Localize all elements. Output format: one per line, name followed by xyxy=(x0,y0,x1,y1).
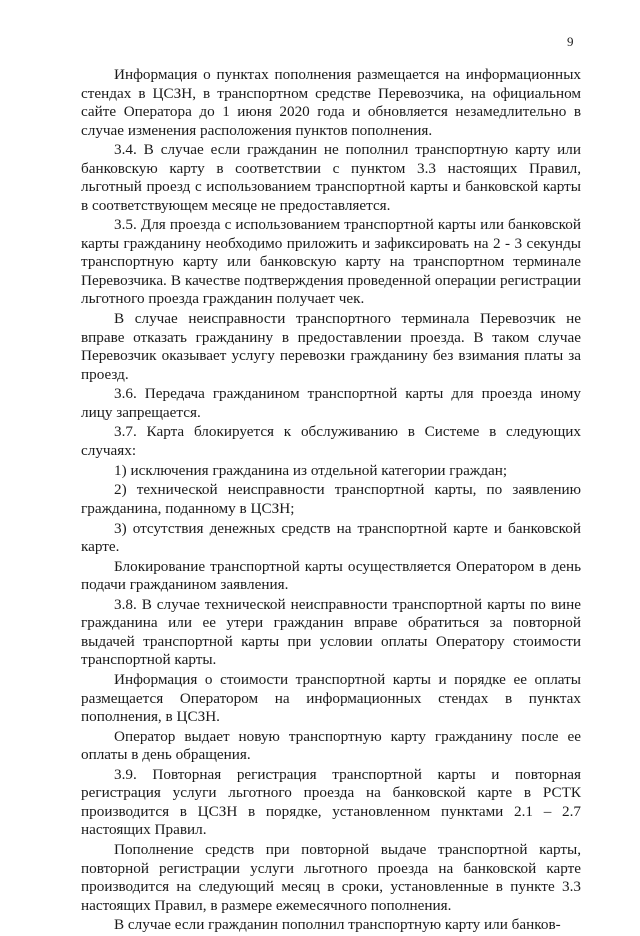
paragraph-info-points: Информация о пунктах пополнения размещается на информационных стендах в ЦСЗН, в транспортном средстве Перевозчика, на официальном сайте Оператора до 1 июня 2020 года и обновляется незамедлительно в случае изменения расположения пунктов пополнения. xyxy=(81,66,581,139)
paragraph-terminal-fault: В случае неисправности транспортного терминала Перевозчик не вправе отказать гражданину в предоставлении проезда. В таком случае Перевозчик оказывает услугу перевозки гражданину без взимания платы за проезд. xyxy=(81,310,581,383)
list-item-2: 2) технической неисправности транспортной карты, по заявлению гражданина, поданному в ЦСЗН; xyxy=(81,481,581,517)
paragraph-card-cost-info: Информация о стоимости транспортной карты и порядке ее оплаты размещается Оператором на информационных стендах в пунктах пополнения, в ЦСЗН. xyxy=(81,671,581,726)
paragraph-3-5: 3.5. Для проезда с использованием транспортной карты или банковской карты гражданину необходимо приложить и зафиксировать на 2 - 3 секунды транспортную карту или банковскую карту на транспортном терминале Перевозчика. В качестве подтверждения проведенной операции регистрации льготного проезда гражданин получает чек. xyxy=(81,216,581,308)
paragraph-3-7: 3.7. Карта блокируется к обслуживанию в Системе в следующих случаях: xyxy=(81,423,581,459)
paragraph-3-9: 3.9. Повторная регистрация транспортной карты и повторная регистрация услуги льготного проезда на банковской карте в РСТК производится в ЦСЗН в порядке, установленном пунктами 2.1 – 2.7 настоящих Правил. xyxy=(81,765,581,839)
paragraph-3-6: 3.6. Передача гражданином транспортной карты для проезда иному лицу запрещается. xyxy=(81,385,581,421)
paragraph-blocking: Блокирование транспортной карты осуществляется Оператором в день подачи гражданином заявления. xyxy=(81,557,581,594)
paragraph-3-8: 3.8. В случае технической неисправности транспортной карты по вине гражданина или ее утери гражданин вправе обратиться за повторной выдачей транспортной карты при условии оплаты Оператору стоимости транспортной карты. xyxy=(81,595,581,669)
paragraph-continued: В случае если гражданин пополнил транспортную карту или банков- xyxy=(114,916,561,934)
list-item-3: 3) отсутствия денежных средств на транспортной карте и банковской карте. xyxy=(81,519,581,555)
paragraph-reissue-topup: Пополнение средств при повторной выдаче транспортной карты, повторной регистрации услуги льготного проезда на банковской карте производится на следующий месяц в сроки, установленные в пункте 3.3 настоящих Правил, в размере ежемесячного пополнения. xyxy=(81,841,581,914)
page-number: 9 xyxy=(567,34,574,49)
paragraph-new-card: Оператор выдает новую транспортную карту гражданину после ее оплаты в день обращения. xyxy=(81,727,581,764)
document-body xyxy=(81,66,581,936)
paragraph-3-4: 3.4. В случае если гражданин не пополнил транспортную карту или банковскую карту в соответствии с пунктом 3.3 настоящих Правил, льготный проезд с использованием транспортной карты и банковской карты в соответствующем месяце не предоставляется. xyxy=(81,141,581,214)
list-item-1: 1) исключения гражданина из отдельной категории граждан; xyxy=(114,461,508,479)
